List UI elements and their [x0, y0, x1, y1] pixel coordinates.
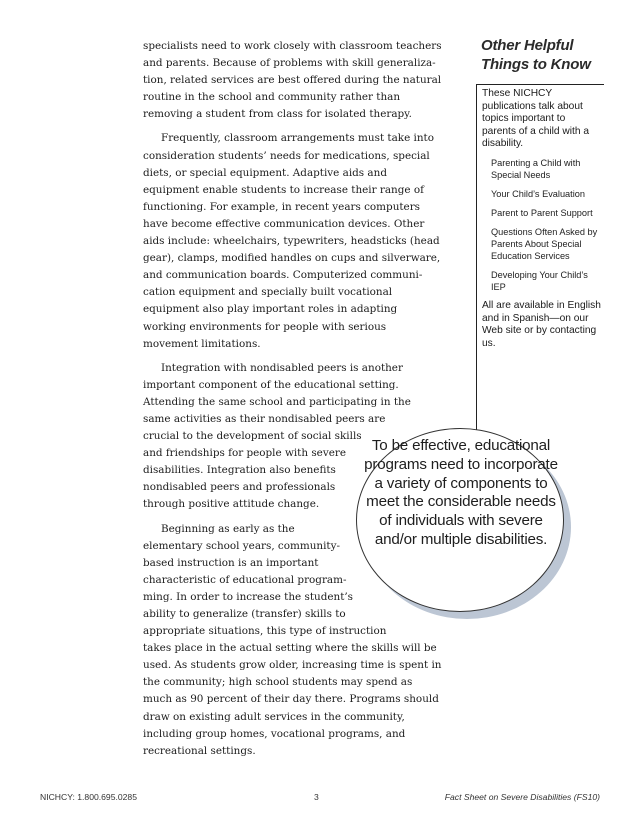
text-line: equipment enable students to increase their range of [143, 183, 424, 196]
text-line: the community; high school students may spend as [143, 676, 413, 689]
text-line: crucial to the development of social skills [143, 430, 362, 443]
text-line: recreational settings. [143, 744, 256, 757]
text-line: have become effective communication devices. Other [143, 217, 425, 230]
text-line: much as 90 percent of their day there. Programs should [143, 693, 439, 706]
text-line: based instruction is an important [143, 556, 319, 569]
publication-item: Parent to Parent Support [491, 207, 593, 218]
text-line: nondisabled peers and professionals [143, 481, 336, 494]
sidebar-title-line: Things to Know [481, 56, 591, 73]
text-line: specialists need to work closely with classroom teachers [143, 40, 442, 52]
text-line: Attending the same school and participating in the [143, 395, 411, 408]
text-line: Integration with nondisabled peers is another [161, 361, 403, 374]
helpful-things-sidebar [476, 36, 604, 349]
text-line: gear), clamps, modified handles on cups and silverware, [143, 252, 441, 265]
text-line: Beginning as early as the [161, 522, 295, 535]
text-line: disabilities. Integration also benefits [143, 464, 336, 477]
page-number: 3 [314, 792, 319, 802]
text-line: including group homes, vocational programs, and [143, 727, 406, 740]
sidebar-title-line: Other Helpful [481, 37, 574, 54]
sidebar-outro: All are available in English and in Spanish—on our Web site or by contacting us. [482, 299, 601, 349]
text-line: Frequently, classroom arrangements must take into [161, 132, 434, 145]
text-line: draw on existing adult services in the community, [143, 710, 405, 723]
sidebar-intro: These NICHCY publications talk about topics important to parents of a child with a disability. [482, 88, 590, 150]
text-line: equipment also play important roles in adapting [143, 303, 398, 316]
text-line: routine in the school and community rather than [143, 91, 401, 104]
text-line: functioning. For example, in recent years computers [143, 200, 421, 213]
sidebar-left-rule [476, 84, 477, 479]
text-line: and communication boards. Computerized communi- [143, 269, 423, 282]
text-line: working environments for people with serious [143, 320, 387, 333]
publication-list [482, 157, 602, 293]
text-line: tion, related services are best offered during the natural [143, 74, 442, 87]
text-line: characteristic of educational program- [143, 573, 347, 586]
text-line: important component of the educational setting. [143, 378, 399, 391]
publication-item: Questions Often Asked by Parents About Special Education Services [491, 226, 598, 261]
main-text-column [143, 38, 442, 767]
text-line: takes place in the actual setting where the skills will be [143, 642, 437, 655]
text-line: consideration students’ needs for medications, special [143, 149, 430, 162]
footer-publication-title: Fact Sheet on Severe Disabilities (FS10) [444, 792, 600, 802]
text-line: removing a student from class for isolated therapy. [143, 108, 412, 121]
publication-item: Parenting a Child with Special Needs [491, 157, 581, 180]
text-line: movement limitations. [143, 337, 261, 350]
text-line: through positive attitude change. [143, 498, 320, 511]
text-line: same activities as their nondisabled peers are [143, 412, 386, 425]
publication-item: Your Child’s Evaluation [491, 188, 585, 199]
text-line: cation equipment and specially built vocational [143, 286, 393, 299]
sidebar-top-rule [476, 84, 604, 85]
text-line: ability to generalize (transfer) skills to [143, 608, 346, 620]
text-line: diets, or special equipment. Adaptive aids and [143, 166, 387, 179]
text-line: used. As students grow older, increasing time is spent in [143, 659, 442, 672]
text-line: ming. In order to increase the student’s [143, 590, 354, 603]
text-line: aids include: wheelchairs, typewriters, headsticks (head [143, 235, 440, 248]
footer-phone: NICHCY: 1.800.695.0285 [40, 792, 137, 802]
text-line: elementary school years, community- [143, 539, 340, 552]
publication-item: Developing Your Child’s IEP [491, 269, 588, 292]
pull-quote-text: To be effective, educational programs need to incorporate a variety of components to meet the considerable needs of individuals with severe and/or multiple disabilities. [364, 437, 558, 548]
paragraph-classroom-arrangements [143, 130, 441, 352]
text-line: and parents. Because of problems with skill generaliza- [143, 57, 436, 70]
text-line: and friendships for people with severe [143, 447, 346, 460]
sidebar-title [481, 36, 604, 74]
text-line: appropriate situations, this type of instruction [143, 625, 387, 638]
sidebar-body [482, 88, 602, 350]
paragraph-related-services [143, 38, 442, 123]
